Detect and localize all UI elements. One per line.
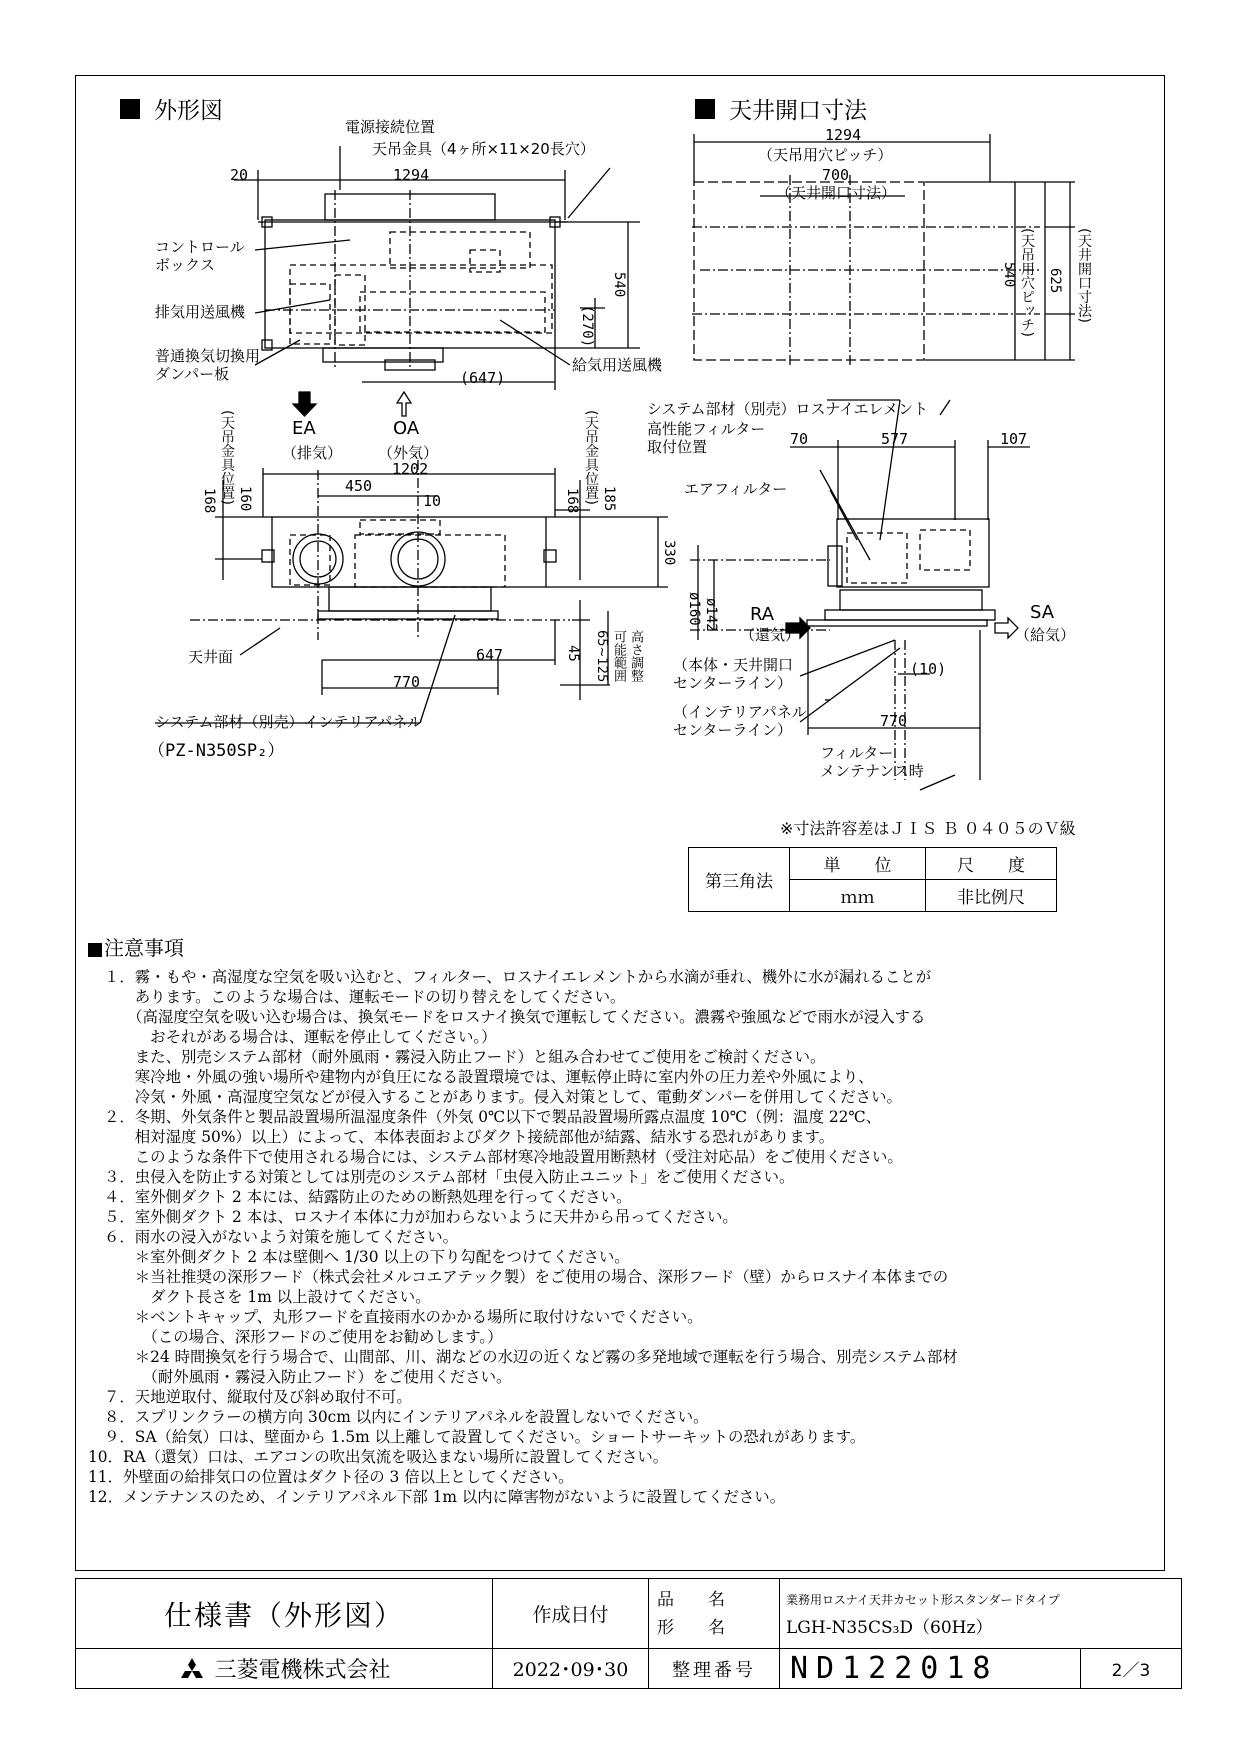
notes-title-text: 注意事項 bbox=[104, 936, 184, 960]
dim-540-top: 540 bbox=[611, 272, 627, 298]
tolerance-note: ※寸法許容差はＪＩＳ Ｂ ０４０５のＶ級 bbox=[780, 819, 1076, 838]
dim-20: 20 bbox=[230, 166, 249, 184]
dim-1202: 1202 bbox=[392, 460, 429, 478]
note-line: 10．RA（還気）口は、エアコンの吹出気流を吸込まない場所に設置してください。 bbox=[88, 1448, 669, 1466]
square-bullet-icon bbox=[695, 99, 715, 119]
note-line: また、別売システム部材（耐外風雨・霧浸入防止フード）と組み合わせてご使用をご検討ください。 bbox=[104, 1048, 826, 1066]
product-info bbox=[780, 1579, 1182, 1649]
notes-title bbox=[88, 932, 184, 961]
model-name: LGH-N35CS₃D（60Hz） bbox=[786, 1617, 993, 1638]
interior-panel-label: システム部材（別売）インテリアパネル bbox=[155, 713, 423, 731]
height-adjust-label: 高さ調整 可能範囲 65~125 bbox=[594, 630, 643, 683]
note-line: ８．スプリンクラーの横方向 30cm 以内にインテリアパネルを設置しないでください。 bbox=[104, 1408, 709, 1426]
note-line: ＊24 時間換気を行う場合で、山間部、川、湖などの水辺の近くなど霧の多発地域で運転を行う場合、別売システム部材 bbox=[104, 1348, 958, 1366]
dim-1294-ceiling: 1294 bbox=[825, 126, 862, 144]
note-line: 相対湿度 50%）以上）によって、本体表面およびダクト接続部他が結露、結氷する恐れがあります。 bbox=[104, 1128, 835, 1146]
note-line: 11．外壁面の給排気口の位置はダクト径の 3 倍以上としてください。 bbox=[88, 1468, 574, 1486]
hanger-label: 天吊金具（4ヶ所×11×20長穴） bbox=[372, 140, 595, 158]
note-line: （この場合、深形フードのご使用をお勧めします。） bbox=[104, 1328, 503, 1346]
note-line: （高湿度空気を吸い込む場合は、換気モードをロスナイ換気で運転してください。濃霧や強風などで雨水が浸入する bbox=[104, 1008, 926, 1026]
section-ceiling-title: 天井開口寸法 bbox=[729, 98, 867, 124]
note-line: ９．SA（給気）口は、壁面から 1.5m 以上離して設置してください。ショートサーキットの恐れがあります。 bbox=[104, 1428, 866, 1446]
power-position-label: 電源接続位置 bbox=[345, 118, 436, 136]
note-line: ４．室外側ダクト 2 本には、結露防止のための断熱処理を行ってください。 bbox=[104, 1188, 632, 1206]
dim-577: 577 bbox=[881, 430, 909, 448]
note-line: １．霧・もや・高湿度な空気を吸い込むと、フィルター、ロスナイエレメントから水滴が垂れ、機外に水が漏れることが bbox=[104, 968, 932, 986]
section-ceiling-opening bbox=[695, 92, 867, 125]
dim-168-right: 168 bbox=[564, 488, 580, 514]
projection-cell: 第三角法 bbox=[689, 848, 790, 912]
dim-185: 185 bbox=[601, 486, 617, 512]
note-line: ＊当社推奨の深形フード（株式会社メルコエアテック製）をご使用の場合、深形フード（壁）からロスナイ本体までの bbox=[104, 1268, 949, 1286]
hepa-filter-label: 高性能フィルター 取付位置 bbox=[647, 420, 766, 456]
note-line: 12．メンテナンスのため、インテリアパネル下部 1m 以内に障害物がないように設置してください。 bbox=[88, 1488, 786, 1506]
oa-sub-label: （外気） bbox=[378, 444, 439, 462]
product-name-label: 品 名 bbox=[657, 1589, 725, 1610]
dim-1294-top: 1294 bbox=[393, 166, 430, 184]
damper-label: 普通換気切換用 ダンパー板 bbox=[155, 347, 261, 383]
three-diamonds-logo-icon bbox=[177, 1658, 207, 1684]
hanger-pitch-label: （天吊用穴ピッチ） bbox=[758, 146, 893, 164]
dim-625: 625 bbox=[1047, 268, 1063, 294]
dim-770-front: 770 bbox=[393, 673, 421, 691]
v-hanger-pitch-label: (天吊用穴ピッチ) bbox=[1019, 228, 1035, 337]
opening-dim-label: （天井開口寸法） bbox=[776, 184, 897, 202]
doc-title: 仕様書（外形図） bbox=[76, 1579, 493, 1649]
center-body-label: （本体・天井開口 センターライン） bbox=[673, 656, 794, 692]
exhaust-fan-label: 排気用送風機 bbox=[155, 303, 246, 321]
note-line: （耐外風雨・霧浸入防止フード）をご使用ください。 bbox=[104, 1368, 512, 1386]
unit-value-cell: ｍｍ bbox=[790, 880, 926, 912]
dia-142: ø142 bbox=[703, 598, 719, 632]
ea-label: EA bbox=[292, 418, 316, 439]
v-opening-label: (天井開口寸法) bbox=[1076, 228, 1092, 323]
model-label: 形 名 bbox=[657, 1617, 725, 1638]
note-line: このような条件下で使用される場合には、システム部材寒冷地設置用断熱材（受注対応品）をご使用ください。 bbox=[104, 1148, 903, 1166]
sa-sub-label: （給気） bbox=[1015, 626, 1076, 644]
element-label: システム部材（別売）ロスナイエレメント bbox=[647, 400, 929, 418]
dim-70: 70 bbox=[790, 430, 809, 448]
ra-label: RA bbox=[750, 604, 775, 625]
note-line: あります。このような場合は、運転モードの切り替えをしてください。 bbox=[104, 988, 626, 1006]
dim-45: 45 bbox=[565, 645, 581, 662]
oa-label: OA bbox=[393, 418, 420, 439]
dim-700: 700 bbox=[822, 166, 850, 184]
ea-sub-label: （排気） bbox=[282, 444, 343, 462]
note-line: 冷気・外風・高湿度空気などが侵入することがあります。侵入対策として、電動ダンパーを併用してください。 bbox=[104, 1088, 902, 1106]
section-outline-title: 外形図 bbox=[154, 98, 223, 124]
dim-10-side: (10) bbox=[910, 660, 947, 678]
square-bullet-icon bbox=[88, 943, 102, 957]
hanger-pos-right: (天吊金具位置) bbox=[583, 410, 599, 505]
panel-model-label: （PZ-N350SP₂） bbox=[148, 741, 285, 761]
center-panel-label: （インテリアパネル センターライン） bbox=[673, 703, 807, 739]
scale-value-cell: 非比例尺 bbox=[926, 880, 1057, 912]
date-cell: 2022･09･30 bbox=[493, 1649, 649, 1689]
dim-330: 330 bbox=[661, 540, 677, 566]
supply-fan-label: 給気用送風機 bbox=[572, 356, 663, 374]
dim-450: 450 bbox=[345, 477, 373, 495]
control-box-label: コントロール ボックス bbox=[155, 238, 245, 274]
page-cell: 2／3 bbox=[1081, 1649, 1182, 1689]
ra-sub-label: （還気） bbox=[740, 626, 801, 644]
hanger-pos-left: (天吊金具位置) bbox=[219, 410, 235, 505]
unit-label-cell: 単 位 bbox=[790, 848, 926, 880]
dia-160: ø160 bbox=[686, 592, 702, 626]
dim-770-side: 770 bbox=[880, 712, 908, 730]
note-line: ７．天地逆取付、縦取付及び斜め取付不可。 bbox=[104, 1388, 412, 1406]
company-name: 三菱電機株式会社 bbox=[214, 1658, 391, 1683]
note-line: ６．雨水の浸入がないよう対策を施してください。 bbox=[104, 1228, 458, 1246]
ref-label-cell: 整理番号 bbox=[649, 1649, 780, 1689]
note-line: ２．冬期、外気条件と製品設置場所温湿度条件（外気 0℃以下で製品設置場所露点温度 10℃（例：温度 22℃、 bbox=[104, 1108, 882, 1126]
dim-168-left: 168 bbox=[201, 488, 217, 514]
ref-number-cell: ND122018 bbox=[780, 1649, 1081, 1689]
ceiling-surface-label: 天井面 bbox=[188, 648, 234, 666]
note-line: ５．室外側ダクト 2 本は、ロスナイ本体に力が加わらないように天井から吊ってください。 bbox=[104, 1208, 738, 1226]
dim-160: 160 bbox=[237, 486, 253, 512]
note-line: ＊室外側ダクト 2 本は壁側へ 1/30 以上の下り勾配をつけてください。 bbox=[104, 1248, 630, 1266]
sa-label: SA bbox=[1030, 602, 1055, 623]
air-filter-label: エアフィルター bbox=[684, 480, 788, 498]
title-block bbox=[75, 1578, 1182, 1689]
dim-107: 107 bbox=[1000, 430, 1028, 448]
dim-10-front: 10 bbox=[423, 492, 442, 510]
section-outline bbox=[120, 92, 223, 125]
name-model-labels bbox=[649, 1579, 780, 1649]
scale-table bbox=[688, 847, 1057, 912]
product-name: 業務用ロスナイ天井カセット形スタンダードタイプ bbox=[786, 1592, 1060, 1607]
dim-647-top: (647) bbox=[460, 369, 506, 387]
dim-647-front: 647 bbox=[476, 646, 504, 664]
dim-270: (270) bbox=[579, 305, 595, 348]
dim-540-ceiling: 540 bbox=[1001, 262, 1017, 288]
square-bullet-icon bbox=[120, 99, 140, 119]
created-label: 作成日付 bbox=[493, 1579, 649, 1649]
note-line: ３．虫侵入を防止する対策としては別売のシステム部材「虫侵入防止ユニット」をご使用ください。 bbox=[104, 1168, 795, 1186]
note-line: ダクト長さを 1m 以上設けてください。 bbox=[104, 1288, 431, 1306]
note-line: 寒冷地・外風の強い場所や建物内が負圧になる設置環境では、運転停止時に室内外の圧力差や外風により、 bbox=[104, 1068, 874, 1086]
filter-maint-label: フィルター メンテナンス時 bbox=[820, 744, 924, 780]
company-cell bbox=[76, 1649, 493, 1689]
scale-label-cell: 尺 度 bbox=[926, 848, 1057, 880]
note-line: ＊ベントキャップ、丸形フードを直接雨水のかかる場所に取付けないでください。 bbox=[104, 1308, 703, 1326]
note-line: おそれがある場合は、運転を停止してください。） bbox=[104, 1028, 497, 1046]
